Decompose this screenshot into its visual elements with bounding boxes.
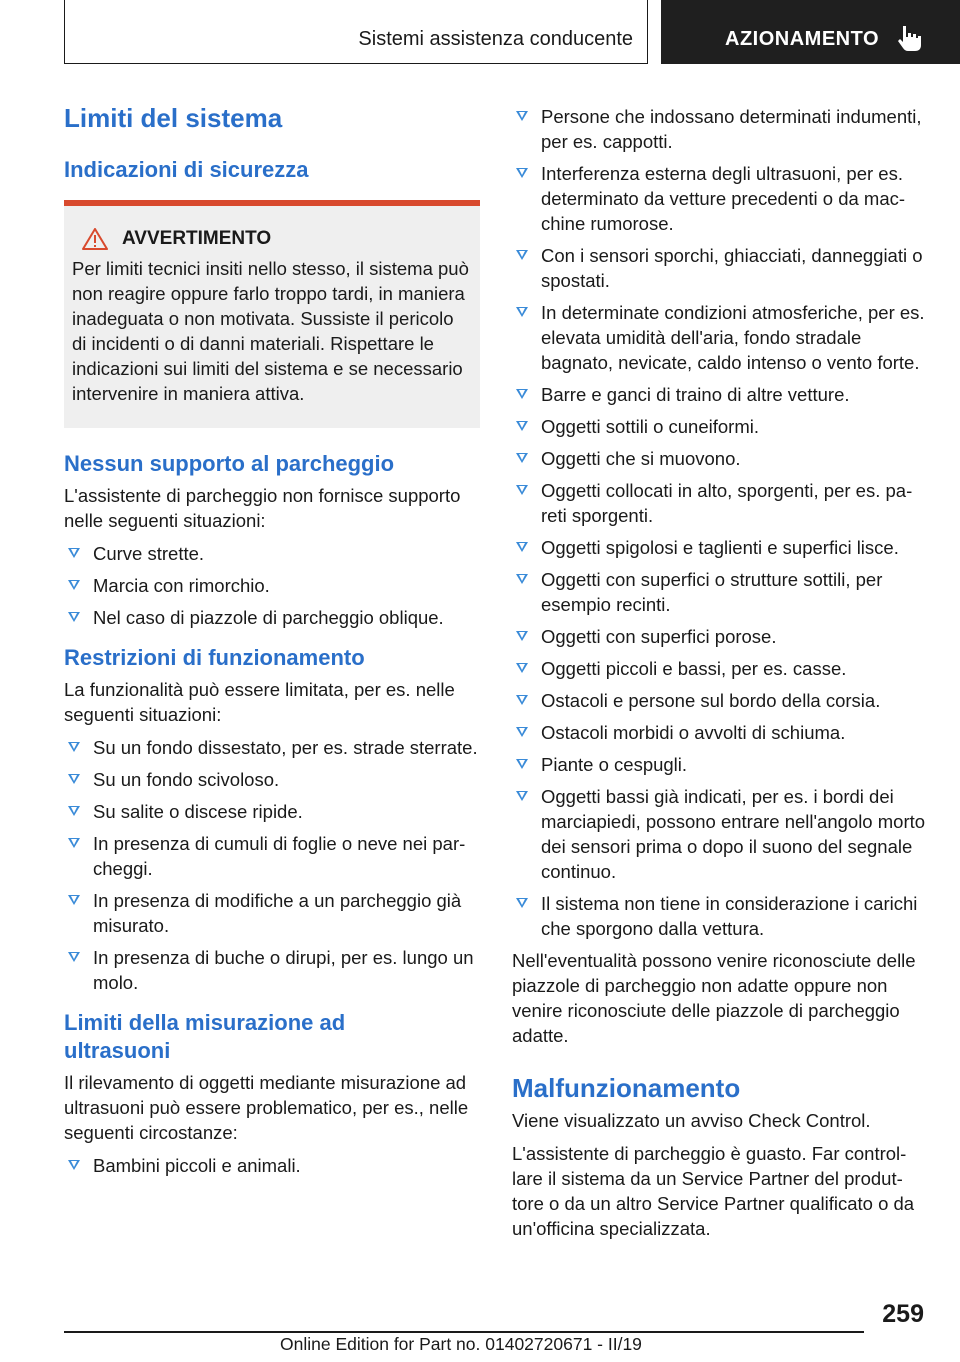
header-section-box <box>64 0 648 64</box>
list-item: Con i sensori sporchi, ghiacciati, danneggiati o spostati. <box>512 243 928 293</box>
no-support-list <box>64 541 480 630</box>
list-item: In determinate condizioni atmosferiche, per es. elevata umidità dell'aria, fondo stradale bagnato, nevicate, caldo intenso o vento forte. <box>512 300 928 375</box>
bullet-triangle-icon <box>516 791 528 801</box>
list-item: In presenza di modifiche a un parcheggio già misurato. <box>64 888 480 938</box>
bullet-triangle-icon <box>68 612 80 622</box>
bullet-triangle-icon <box>516 759 528 769</box>
warning-text: Per limiti tecnici insiti nello stesso, il sistema può non reagire oppure farlo troppo tardi, in maniera inadeguata o non motivata. Sussiste il pericolo di incidenti o di danni materiali. Rispettare le indicazioni sui limiti del sistema e se necessario intervenire in maniera attiva. <box>72 258 469 404</box>
list-item: Ostacoli e persone sul bordo della corsia. <box>512 688 928 713</box>
header-section-title: Sistemi assistenza conducente <box>358 28 633 50</box>
ultrasonic-list-continued <box>512 104 928 941</box>
bullet-triangle-icon <box>516 485 528 495</box>
restrictions-heading: Restrizioni di funzionamento <box>64 645 365 670</box>
ultrasonic-intro: Il rilevamento di oggetti mediante misurazione ad ultrasuoni può essere problematico, per es., nelle seguenti circostanze: <box>64 1072 469 1143</box>
malfunction-p1: Viene visualizzato un avviso Check Control. <box>512 1110 871 1131</box>
bullet-triangle-icon <box>516 898 528 908</box>
list-item: Interferenza esterna degli ultrasuoni, per es. determinato da vetture precedenti o da macchine rumorose. <box>512 161 928 236</box>
list-item: Marcia con rimorchio. <box>64 573 480 598</box>
malfunction-p2: L'assistente di parcheggio è guasto. Far controllare il sistema da un Service Partner del produttore o da un altro Service Partner qualificato o da un'officina specializzata. <box>512 1143 915 1239</box>
list-item: Oggetti con superfici o strutture sottili, per esempio recinti. <box>512 567 928 617</box>
hand-pointer-icon <box>897 24 923 52</box>
left-column <box>64 100 480 1185</box>
bullet-triangle-icon <box>516 307 528 317</box>
bullet-triangle-icon <box>68 548 80 558</box>
bullet-triangle-icon <box>516 250 528 260</box>
bullet-triangle-icon <box>516 695 528 705</box>
bullet-triangle-icon <box>68 952 80 962</box>
warning-title <box>72 228 470 250</box>
list-item: Oggetti piccoli e bassi, per es. casse. <box>512 656 928 681</box>
list-item: Nel caso di piazzole di parcheggio oblique. <box>64 605 480 630</box>
header-chapter-tab <box>661 0 960 64</box>
list-item: Barre e ganci di traino di altre vetture. <box>512 382 928 407</box>
bullet-triangle-icon <box>516 542 528 552</box>
list-item: Curve strette. <box>64 541 480 566</box>
bullet-triangle-icon <box>516 111 528 121</box>
bullet-triangle-icon <box>516 389 528 399</box>
section-title: Limiti del sistema <box>64 103 283 133</box>
bullet-triangle-icon <box>68 742 80 752</box>
list-item: In presenza di cumuli di foglie o neve nei parcheggi. <box>64 831 480 881</box>
bullet-triangle-icon <box>516 631 528 641</box>
bullet-triangle-icon <box>68 806 80 816</box>
bullet-triangle-icon <box>68 895 80 905</box>
ultrasonic-heading: Limiti della misurazione ad ultrasuoni <box>64 1010 346 1063</box>
list-item: Persone che indossano determinati indumenti, per es. cappotti. <box>512 104 928 154</box>
list-item: Oggetti collocati in alto, sporgenti, per es. pareti sporgenti. <box>512 478 928 528</box>
list-item: Oggetti spigolosi e taglienti e superfici lisce. <box>512 535 928 560</box>
bullet-triangle-icon <box>516 168 528 178</box>
footer-divider <box>64 1331 864 1333</box>
bullet-triangle-icon <box>516 453 528 463</box>
bullet-triangle-icon <box>68 774 80 784</box>
bullet-triangle-icon <box>516 574 528 584</box>
list-item: Oggetti sottili o cuneiformi. <box>512 414 928 439</box>
list-item: Ostacoli morbidi o avvolti di schiuma. <box>512 720 928 745</box>
restrictions-list <box>64 735 480 995</box>
safety-heading: Indicazioni di sicurezza <box>64 157 309 182</box>
malfunction-heading: Malfunzionamento <box>512 1073 741 1103</box>
warning-box <box>64 200 480 428</box>
list-item: Il sistema non tiene in considerazione i carichi che sporgono dalla vettura. <box>512 891 928 941</box>
warning-triangle-icon <box>82 228 108 250</box>
list-item: Su un fondo dissestato, per es. strade sterrate. <box>64 735 480 760</box>
page-number: 259 <box>882 1300 924 1328</box>
list-item: In presenza di buche o dirupi, per es. lungo un molo. <box>64 945 480 995</box>
bullet-triangle-icon <box>68 838 80 848</box>
recognition-note: Nell'eventualità possono venire riconosciute delle piazzole di parcheggio non adatte oppure non venire riconosciute delle piazzole di parcheggio adatte. <box>512 950 916 1046</box>
bullet-triangle-icon <box>68 1160 80 1170</box>
header-chapter-title: AZIONAMENTO <box>725 28 880 50</box>
list-item: Bambini piccoli e animali. <box>64 1153 480 1178</box>
bullet-triangle-icon <box>68 580 80 590</box>
ultrasonic-list <box>64 1153 480 1178</box>
list-item: Su un fondo scivoloso. <box>64 767 480 792</box>
list-item: Oggetti che si muovono. <box>512 446 928 471</box>
footer-edition: Online Edition for Part no. 01402720671 - II/19 <box>280 1334 642 1354</box>
list-item: Su salite o discese ripide. <box>64 799 480 824</box>
bullet-triangle-icon <box>516 663 528 673</box>
list-item: Oggetti bassi già indicati, per es. i bordi dei marciapiedi, possono entrare nell'angolo morto dei sensori prima o dopo il suono del segnale continuo. <box>512 784 928 884</box>
no-support-heading: Nessun supporto al parcheggio <box>64 451 395 476</box>
warning-label: AVVERTIMENTO <box>122 228 272 249</box>
list-item: Piante o cespugli. <box>512 752 928 777</box>
bullet-triangle-icon <box>516 727 528 737</box>
restrictions-intro: La funzionalità può essere limitata, per es. nelle seguenti situazioni: <box>64 679 455 725</box>
no-support-intro: L'assistente di parcheggio non fornisce supporto nelle seguenti situazioni: <box>64 485 461 531</box>
bullet-triangle-icon <box>516 421 528 431</box>
right-column <box>512 104 928 1241</box>
list-item: Oggetti con superfici porose. <box>512 624 928 649</box>
